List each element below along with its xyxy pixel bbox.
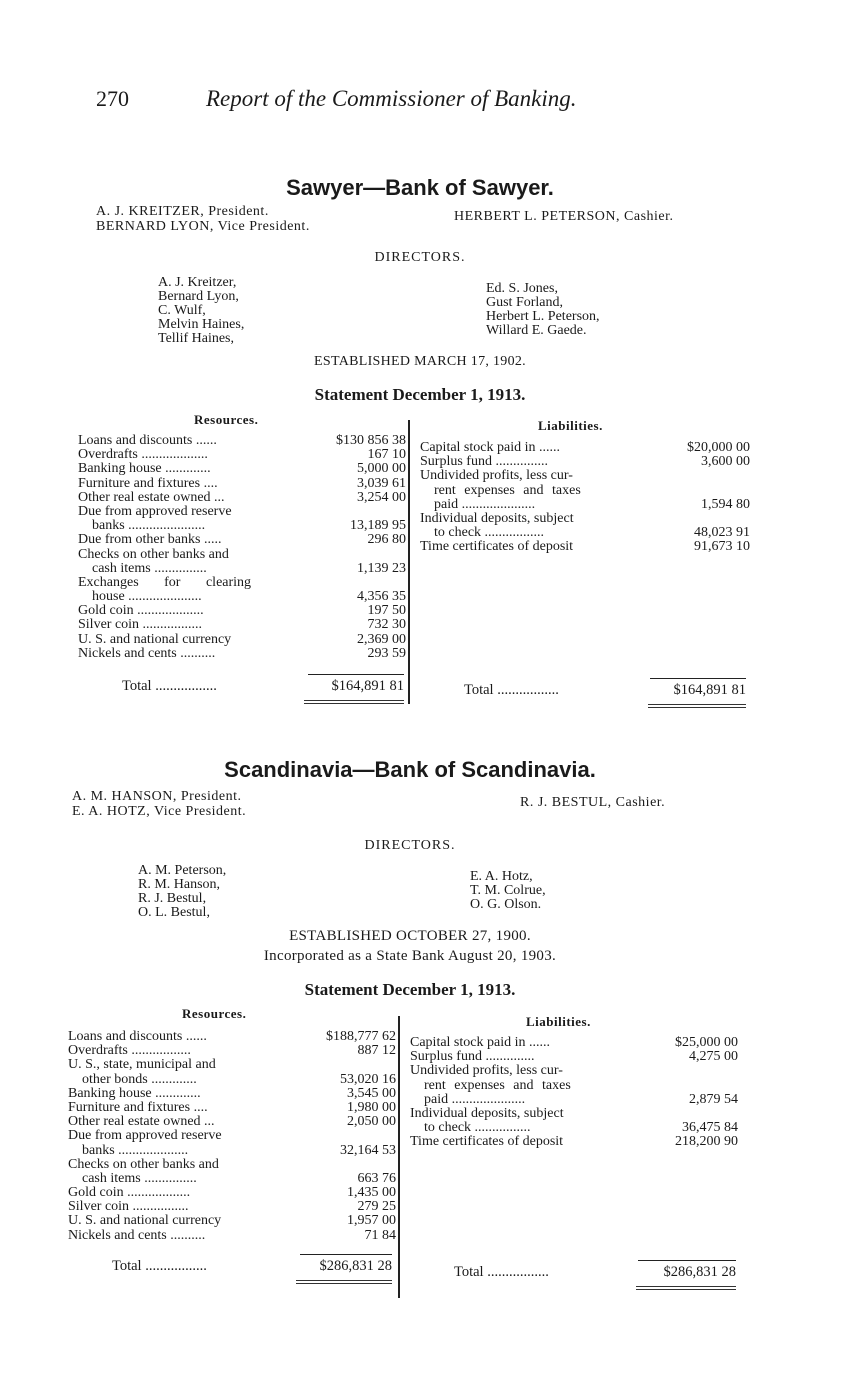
- resource-amount: 71 84: [364, 1227, 396, 1243]
- liability-label: to check ................: [424, 1120, 531, 1136]
- liability-amount: 48,023 91: [694, 525, 750, 541]
- liability-label: Individual deposits, subject: [410, 1105, 564, 1121]
- directors-left-list: [138, 864, 226, 920]
- resource-label: U. S. and national currency: [68, 1213, 222, 1229]
- resource-label: Furniture and fixtures ....: [78, 475, 218, 491]
- resource-row: [78, 618, 406, 632]
- liability-label: paid .....................: [434, 496, 536, 512]
- liability-label: Undivided profits, less cur-: [410, 1063, 563, 1079]
- resources-total-double-rule: [304, 700, 404, 704]
- resources-total-amount: $164,891 81: [331, 678, 404, 694]
- resource-row: [68, 1030, 396, 1044]
- liability-label: Surplus fund ..............: [410, 1049, 535, 1065]
- resource-label: Furniture and fixtures ....: [68, 1099, 208, 1115]
- liabilities-heading: Liabilities.: [538, 418, 603, 433]
- liabilities-total: [464, 682, 746, 699]
- page-header: [96, 86, 656, 122]
- liability-amount: 36,475 84: [682, 1120, 738, 1136]
- resources-list: [68, 1030, 396, 1243]
- liability-amount: 3,600 00: [701, 454, 750, 470]
- resource-label: Due from other banks .....: [78, 532, 222, 548]
- resource-label: Other real estate owned ...: [68, 1114, 215, 1130]
- director-name: Melvin Haines,: [158, 317, 245, 332]
- resource-amount: 3,039 61: [357, 475, 406, 491]
- resources-total-rule: [300, 1254, 392, 1255]
- incorporated-date: Incorporated as a State Bank August 20, 1903.: [263, 948, 557, 964]
- director-name: Ed. S. Jones,: [486, 281, 558, 296]
- resource-row: [78, 647, 406, 661]
- liability-row: [410, 1079, 738, 1093]
- director-name: R. J. Bestul,: [138, 891, 207, 906]
- bank-title: Scandinavia—Bank of Scandinavia.: [224, 757, 596, 782]
- director-name: E. A. Hotz,: [470, 869, 533, 884]
- liability-amount: $20,000 00: [687, 440, 750, 455]
- liability-label: rent expenses and taxes: [434, 482, 581, 498]
- resource-label: banks ......................: [92, 518, 206, 534]
- liabilities-total-rule: [638, 1260, 736, 1261]
- resource-label: Banking house .............: [78, 461, 211, 477]
- liabilities-total-label: Total .................: [454, 1264, 549, 1280]
- resources-total-amount: $286,831 28: [319, 1258, 392, 1274]
- resource-row: [68, 1073, 396, 1087]
- liabilities-total-rule: [650, 678, 746, 679]
- resource-label: Nickels and cents ..........: [78, 645, 216, 661]
- bank-vice-president: E. A. HOTZ, Vice President.: [72, 804, 247, 819]
- resource-row: [78, 491, 406, 505]
- liability-row: [420, 484, 750, 498]
- liability-row: [420, 498, 750, 512]
- bank-section-sawyer: [60, 170, 780, 730]
- liability-row: [410, 1135, 738, 1149]
- resource-label: Overdrafts .................: [68, 1043, 191, 1059]
- established-date: ESTABLISHED OCTOBER 27, 1900.: [289, 928, 531, 944]
- liability-label: Individual deposits, subject: [420, 510, 574, 526]
- resource-label: U. S. and national currency: [78, 631, 232, 647]
- liability-amount: 1,594 80: [701, 496, 750, 512]
- liabilities-heading: Liabilities.: [526, 1014, 591, 1029]
- resource-row: [78, 633, 406, 647]
- statement-heading: Statement December 1, 1913.: [304, 980, 516, 999]
- liability-label: paid .....................: [424, 1091, 526, 1107]
- resource-amount: 197 50: [367, 603, 406, 619]
- resource-amount: 293 59: [367, 645, 406, 661]
- resources-heading: Resources.: [182, 1006, 247, 1021]
- bank-cashier: R. J. BESTUL, Cashier.: [520, 795, 666, 810]
- column-divider: [398, 1016, 400, 1298]
- resource-amount: 1,435 00: [347, 1185, 396, 1201]
- resource-label: Due from approved reserve: [68, 1128, 222, 1144]
- bank-vice-president: BERNARD LYON, Vice President.: [96, 219, 310, 234]
- directors-right-list: [486, 282, 600, 338]
- page-number: 270: [96, 86, 129, 111]
- liability-row: [410, 1093, 738, 1107]
- directors-left-list: [158, 276, 244, 346]
- liability-row: [410, 1064, 738, 1078]
- liability-row: [410, 1036, 738, 1050]
- resource-row: [78, 548, 406, 562]
- resource-amount: 3,545 00: [347, 1085, 396, 1101]
- resource-row: [68, 1044, 396, 1058]
- liabilities-total-amount: $286,831 28: [663, 1264, 736, 1280]
- resource-amount: 732 30: [367, 617, 406, 633]
- resource-row: [68, 1214, 396, 1228]
- director-name: A. J. Kreitzer,: [158, 275, 237, 290]
- liability-label: Capital stock paid in ......: [420, 440, 560, 455]
- bank-president: A. M. HANSON, President.: [72, 789, 242, 804]
- resource-label: Gold coin ..................: [68, 1185, 191, 1201]
- resource-label: Banking house .............: [68, 1085, 201, 1101]
- resource-amount: 5,000 00: [357, 461, 406, 477]
- bank-title: Sawyer—Bank of Sawyer.: [286, 175, 554, 200]
- resources-total: [112, 1258, 392, 1275]
- director-name: Gust Forland,: [486, 295, 563, 310]
- resource-amount: 1,957 00: [347, 1213, 396, 1229]
- resource-amount: 296 80: [367, 532, 406, 548]
- liabilities-list: [420, 441, 750, 555]
- liability-row: [420, 512, 750, 526]
- resource-row: [78, 604, 406, 618]
- liability-label: to check .................: [434, 525, 545, 541]
- resource-row: [78, 519, 406, 533]
- director-name: O. L. Bestul,: [138, 905, 210, 920]
- liability-row: [420, 526, 750, 540]
- liability-row: [420, 455, 750, 469]
- liability-label: Capital stock paid in ......: [410, 1035, 550, 1050]
- directors-heading: DIRECTORS.: [364, 838, 456, 853]
- resources-total: [122, 678, 404, 695]
- resource-label: Loans and discounts ......: [68, 1029, 207, 1044]
- resource-label: Checks on other banks and: [68, 1156, 219, 1172]
- resource-row: [78, 590, 406, 604]
- resource-row: [78, 576, 406, 590]
- resource-label: house .....................: [92, 589, 202, 605]
- resource-row: [78, 448, 406, 462]
- resource-row: [68, 1158, 396, 1172]
- resource-row: [68, 1229, 396, 1243]
- resource-amount: 167 10: [367, 447, 406, 463]
- statement-heading: Statement December 1, 1913.: [314, 385, 526, 404]
- resource-row: [78, 562, 406, 576]
- resource-row: [68, 1129, 396, 1143]
- resource-amount: $188,777 62: [326, 1029, 396, 1044]
- resources-list: [78, 434, 406, 661]
- resource-label: Silver coin ................: [68, 1199, 189, 1215]
- directors-right-list: [470, 870, 546, 912]
- liability-label: Undivided profits, less cur-: [420, 468, 573, 484]
- liability-row: [410, 1107, 738, 1121]
- resource-label: Exchanges for clearing: [78, 574, 252, 590]
- director-name: Bernard Lyon,: [158, 289, 239, 304]
- resource-amount: 2,050 00: [347, 1114, 396, 1130]
- resource-row: [68, 1087, 396, 1101]
- resource-row: [78, 434, 406, 448]
- liability-amount: 91,673 10: [694, 539, 750, 555]
- resources-total-label: Total .................: [122, 678, 217, 694]
- director-name: C. Wulf,: [158, 303, 206, 318]
- resources-total-rule: [308, 674, 404, 675]
- resource-amount: 1,980 00: [347, 1099, 396, 1115]
- liability-label: Time certificates of deposit: [420, 539, 574, 555]
- resource-row: [68, 1200, 396, 1214]
- resource-amount: 13,189 95: [350, 518, 406, 534]
- director-name: O. G. Olson.: [470, 897, 542, 912]
- director-name: A. M. Peterson,: [138, 863, 227, 878]
- resource-amount: 32,164 53: [340, 1142, 396, 1158]
- liability-row: [420, 441, 750, 455]
- resource-label: Due from approved reserve: [78, 503, 232, 519]
- liability-label: Surplus fund ...............: [420, 454, 548, 470]
- resource-label: Silver coin .................: [78, 617, 203, 633]
- liabilities-list: [410, 1036, 738, 1150]
- resource-row: [68, 1101, 396, 1115]
- resource-amount: 1,139 23: [357, 560, 406, 576]
- resource-row: [78, 505, 406, 519]
- liabilities-total: [454, 1264, 736, 1281]
- director-name: Willard E. Gaede.: [486, 323, 587, 338]
- liability-row: [410, 1050, 738, 1064]
- liability-row: [420, 540, 750, 554]
- director-name: T. M. Colrue,: [470, 883, 546, 898]
- director-name: R. M. Hanson,: [138, 877, 221, 892]
- bank-section-scandinavia: [50, 752, 770, 1312]
- resource-row: [68, 1144, 396, 1158]
- liability-label: rent expenses and taxes: [424, 1077, 571, 1093]
- resources-heading: Resources.: [194, 412, 259, 427]
- resource-amount: 663 76: [357, 1170, 396, 1186]
- resource-label: banks ....................: [82, 1142, 189, 1158]
- resources-total-label: Total .................: [112, 1258, 207, 1274]
- resource-row: [78, 477, 406, 491]
- resource-label: Checks on other banks and: [78, 546, 229, 562]
- liability-row: [420, 469, 750, 483]
- liabilities-total-double-rule: [648, 704, 746, 708]
- established-date: ESTABLISHED MARCH 17, 1902.: [314, 354, 526, 369]
- resource-row: [68, 1058, 396, 1072]
- resource-label: Nickels and cents ..........: [68, 1227, 206, 1243]
- director-name: Tellif Haines,: [158, 331, 234, 346]
- director-name: Herbert L. Peterson,: [486, 309, 600, 324]
- liabilities-total-amount: $164,891 81: [673, 682, 746, 698]
- resource-amount: 887 12: [357, 1043, 396, 1059]
- resource-label: cash items ...............: [92, 560, 207, 576]
- resources-total-double-rule: [296, 1280, 392, 1284]
- resource-row: [78, 462, 406, 476]
- resource-amount: 3,254 00: [357, 489, 406, 505]
- resource-amount: 4,356 35: [357, 589, 406, 605]
- resource-label: U. S., state, municipal and: [68, 1057, 216, 1073]
- resource-row: [68, 1172, 396, 1186]
- liability-label: Time certificates of deposit: [410, 1134, 564, 1150]
- resource-amount: 2,369 00: [357, 631, 406, 647]
- resource-label: other bonds .............: [82, 1071, 197, 1087]
- resource-row: [78, 533, 406, 547]
- liability-amount: 218,200 90: [675, 1134, 738, 1150]
- liabilities-total-label: Total .................: [464, 682, 559, 698]
- resource-label: Other real estate owned ...: [78, 489, 225, 505]
- resource-row: [68, 1115, 396, 1129]
- resource-label: Loans and discounts ......: [78, 433, 217, 448]
- directors-heading: DIRECTORS.: [374, 250, 466, 265]
- liability-amount: 2,879 54: [689, 1091, 738, 1107]
- bank-cashier: HERBERT L. PETERSON, Cashier.: [454, 209, 674, 224]
- liability-amount: 4,275 00: [689, 1049, 738, 1065]
- liabilities-total-double-rule: [636, 1286, 736, 1290]
- resource-row: [68, 1186, 396, 1200]
- resource-amount: 53,020 16: [340, 1071, 396, 1087]
- page-title: Report of the Commissioner of Banking.: [206, 86, 577, 111]
- resource-label: Gold coin ...................: [78, 603, 204, 619]
- column-divider: [408, 420, 410, 704]
- liability-amount: $25,000 00: [675, 1035, 738, 1050]
- bank-president: A. J. KREITZER, President.: [96, 204, 269, 219]
- resource-amount: $130 856 38: [336, 433, 406, 448]
- liability-row: [410, 1121, 738, 1135]
- resource-label: cash items ...............: [82, 1170, 197, 1186]
- resource-amount: 279 25: [357, 1199, 396, 1215]
- resource-label: Overdrafts ...................: [78, 447, 208, 463]
